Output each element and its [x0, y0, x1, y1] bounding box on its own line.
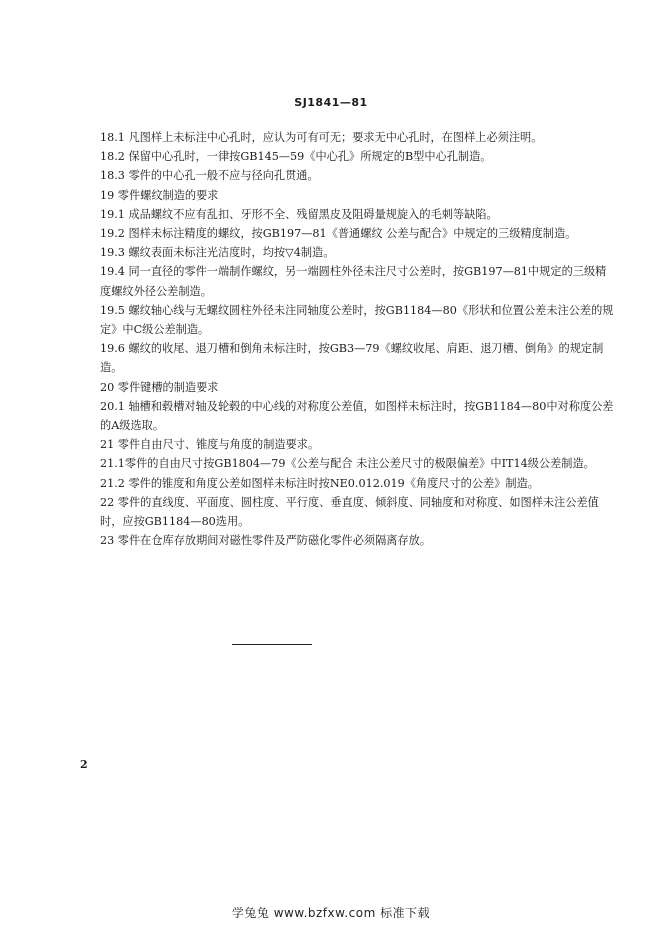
section-20-heading: 20 零件键槽的制造要求 [100, 380, 219, 394]
footer-watermark: 学兔兔 www.bzfxw.com 标准下载 [231, 906, 431, 920]
clause-20-1: 20.1 轴槽和毂槽对轴及轮毂的中心线的对称度公差值，如图样未标注时，按GB1184—80中对称度公差的A级选取。 [100, 399, 614, 433]
clause-21-2: 21.2 零件的锥度和角度公差如图样未标注时按NE0.012.019《角度尺寸的公差》制造。 [100, 476, 539, 490]
clause-22: 22 零件的直线度、平面度、圆柱度、平行度、垂直度、倾斜度、同轴度和对称度、如图样未注公差值时，应按GB1184—80选用。 [100, 495, 599, 529]
clause-19-3: 19.3 螺纹表面未标注光洁度时，均按▽4制造。 [100, 246, 335, 260]
clause-19-2: 19.2 图样未标注精度的螺纹，按GB197—81《普通螺纹 公差与配合》中规定的三级精度制造。 [100, 227, 577, 241]
page-number: 2 [80, 758, 88, 771]
clause-19-5: 19.5 螺纹轴心线与无螺纹圆柱外径未注同轴度公差时，按GB1184—80《形状和位置公差未注公差的规定》中C级公差制造。 [100, 303, 614, 337]
section-19-heading: 19 零件螺纹制造的要求 [100, 188, 219, 202]
clause-18-2: 18.2 保留中心孔时，一律按GB145—59《中心孔》所规定的B型中心孔制造。 [100, 150, 492, 164]
clause-23: 23 零件在仓库存放期间对磁性零件及严防磁化零件必须隔离存放。 [100, 534, 432, 548]
clause-21-1: 21.1零件的自由尺寸按GB1804—79《公差与配合 未注公差尺寸的极限偏差》中IT14级公差制造。 [100, 457, 595, 471]
clause-18-1: 18.1 凡图样上未标注中心孔时，应认为可有可无；要求无中心孔时，在图样上必须注明。 [100, 131, 543, 144]
clause-19-1: 19.1 成品螺纹不应有乱扣、牙形不全、残留黑皮及阻碍量规旋入的毛刺等缺陷。 [100, 207, 498, 221]
clause-19-4: 19.4 同一直径的零件一端制作螺纹，另一端圆柱外径未注尺寸公差时，按GB197—81中规定的三级精度螺纹外径公差制造。 [100, 265, 607, 298]
section-21-heading: 21 零件自由尺寸、锥度与角度的制造要求。 [100, 438, 320, 452]
clause-18-3: 18.3 零件的中心孔一般不应与径向孔贯通。 [100, 169, 319, 183]
standard-number: SJ1841—81 [294, 96, 368, 109]
document-body [100, 128, 616, 550]
end-divider [232, 644, 312, 645]
clause-19-6: 19.6 螺纹的收尾、退刀槽和倒角未标注时，按GB3—79《螺纹收尾、肩距、退刀槽、倒角》的规定制造。 [100, 342, 604, 375]
